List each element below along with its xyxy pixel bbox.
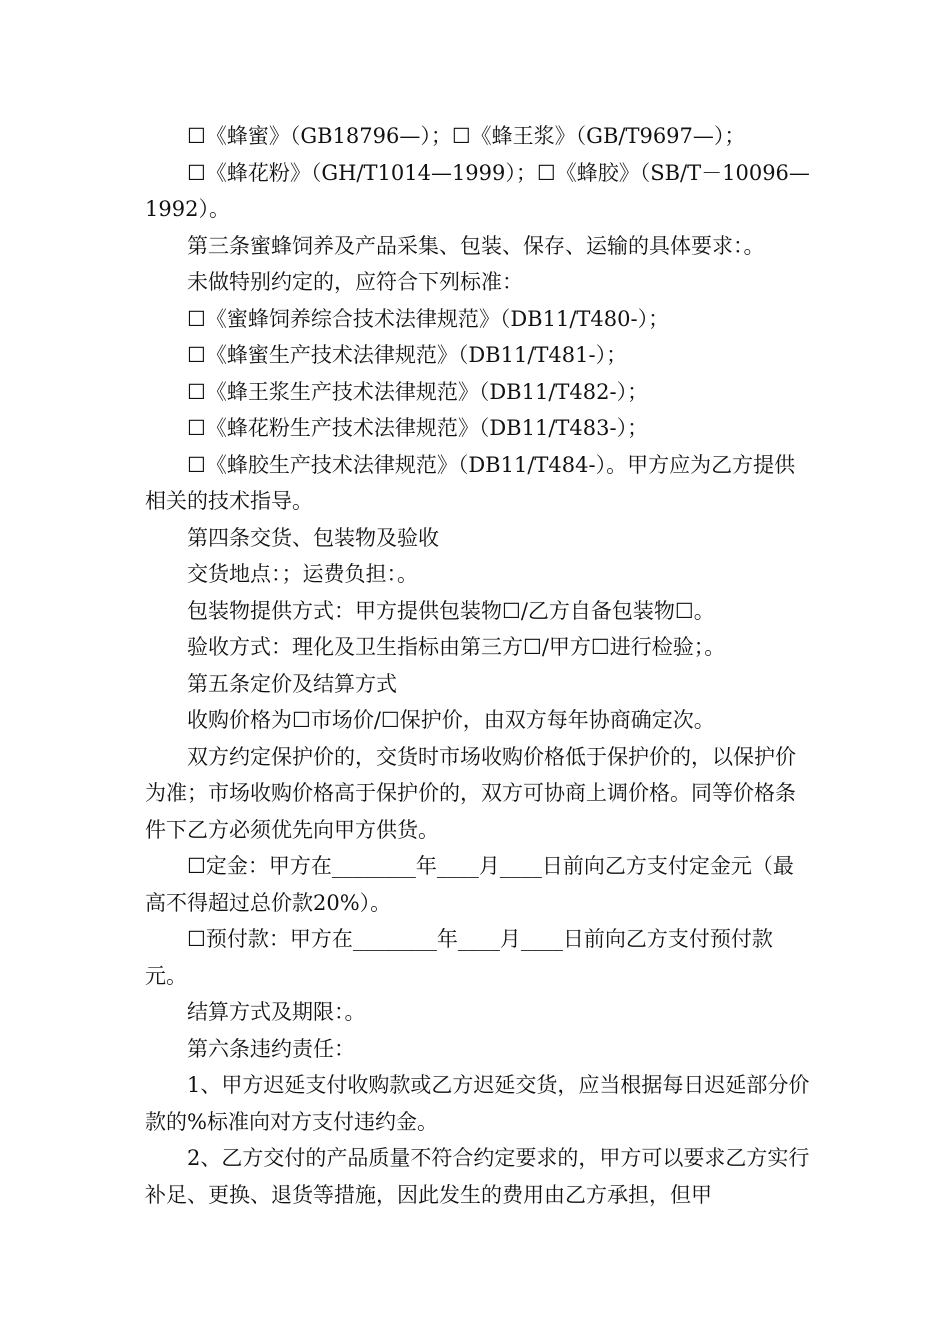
paragraph-purchase-price: 收购价格为☐市场价/☐保护价，由双方每年协商确定次。 [187, 708, 715, 732]
paragraph-settlement: 结算方式及期限：。 [187, 1000, 366, 1024]
paragraph-standard-honey-production: ☐《蜂蜜生产技术法律规范》（DB11/T481-）； [187, 343, 628, 367]
paragraph-deposit: ☐定金：甲方在________年____月____日前向乙方支付定金元（最高不得超过总价款20%）。 [145, 854, 794, 915]
paragraph-standard-royal-jelly-production: ☐《蜂王浆生产技术法律规范》（DB11/T482-）； [187, 379, 649, 404]
paragraph-late-payment: 1、甲方迟延支付收购款或乙方迟延交货，应当根据每日迟延部分价款的%标准向对方支付违约金。 [145, 1073, 810, 1134]
paragraph-default-standards: 未做特别约定的，应符合下列标准： [187, 270, 523, 294]
paragraph-quality-defect: 2、乙方交付的产品质量不符合约定要求的，甲方可以要求乙方实行补足、更换、退货等措施，因此发生的费用由乙方承担，但甲 [145, 1146, 810, 1207]
paragraph-standards-pollen-propolis: ☐《蜂花粉》（GH/T1014—1999）；☐《蜂胶》（SB/T－10096—1992）。 [145, 160, 810, 221]
paragraph-standard-propolis-production: ☐《蜂胶生产技术法律规范》（DB11/T484-）。甲方应为乙方提供相关的技术指导。 [145, 452, 796, 513]
document-body [145, 118, 810, 1213]
paragraph-article-3-heading: 第三条蜜蜂饲养及产品采集、包装、保存、运输的具体要求：。 [187, 233, 765, 258]
paragraph-standard-pollen-production: ☐《蜂花粉生产技术法律规范》（DB11/T483-）； [187, 416, 649, 440]
paragraph-article-4-heading: 第四条交货、包装物及验收 [187, 525, 439, 550]
paragraph-delivery-location: 交货地点：；运费负担：。 [187, 562, 418, 586]
paragraph-article-6-heading: 第六条违约责任： [187, 1036, 355, 1061]
paragraph-standard-beekeeping: ☐《蜜蜂饲养综合技术法律规范》（DB11/T480-）； [187, 306, 670, 331]
paragraph-standards-honey-royal-jelly: ☐《蜂蜜》（GB18796—）；☐《蜂王浆》（GB/T9697—）； [187, 124, 746, 148]
paragraph-inspection-method: 验收方式：理化及卫生指标由第三方☐/甲方☐进行检验；。 [187, 635, 726, 659]
paragraph-packaging-method: 包装物提供方式：甲方提供包装物☐/乙方自备包装物☐。 [187, 598, 715, 623]
paragraph-protective-price: 双方约定保护价的，交货时市场收购价格低于保护价的，以保护价为准；市场收购价格高于保护价的，双方可协商上调价格。同等价格条件下乙方必须优先向甲方供货。 [145, 744, 796, 842]
paragraph-article-5-heading: 第五条定价及结算方式 [187, 671, 397, 696]
paragraph-prepayment: ☐预付款：甲方在________年____月____日前向乙方支付预付款元。 [145, 927, 773, 988]
